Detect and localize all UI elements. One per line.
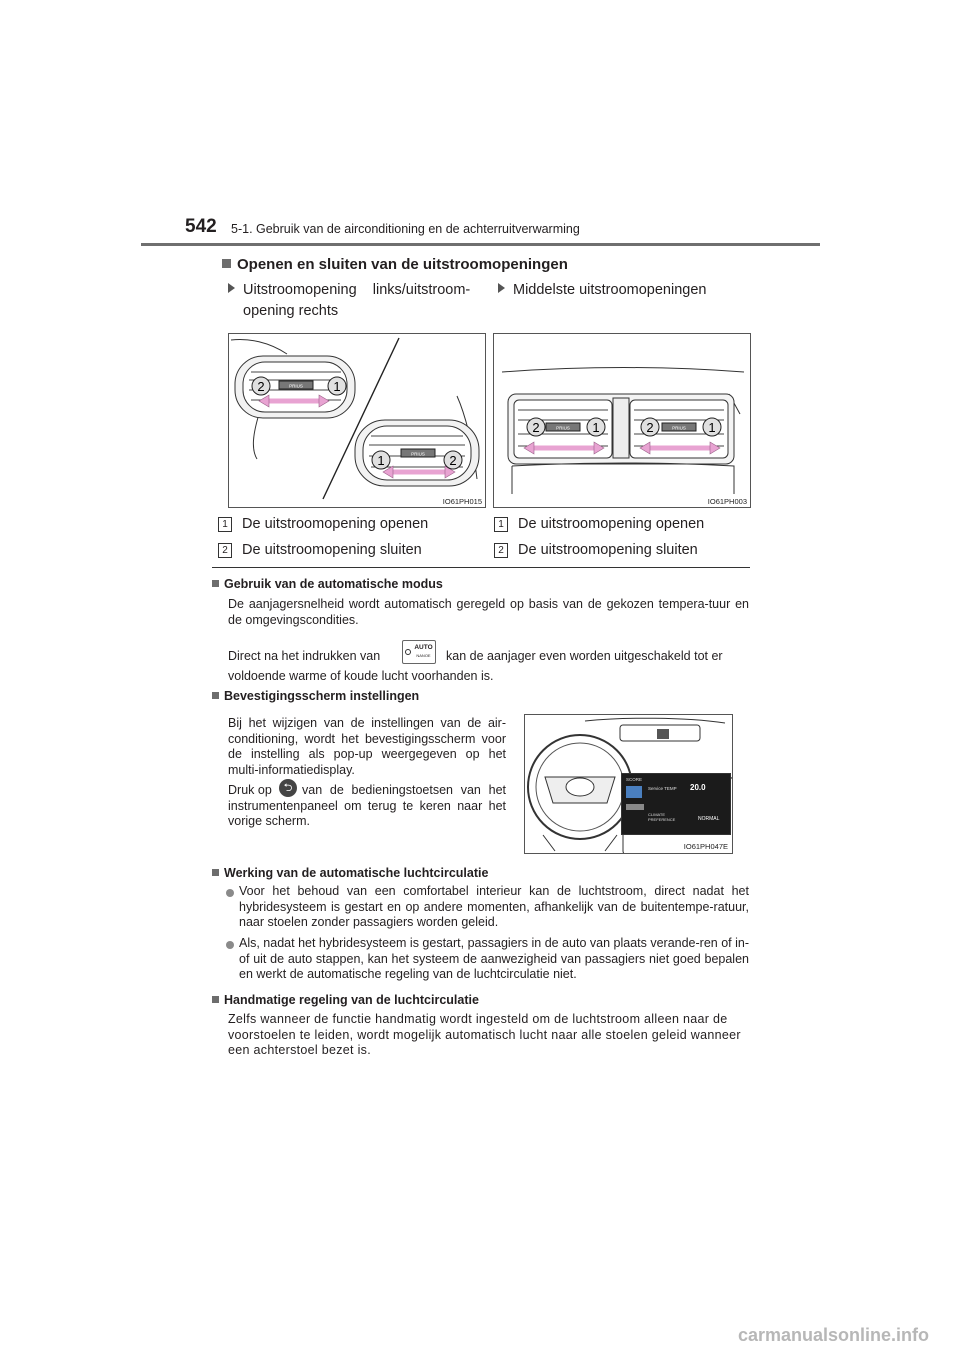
auto-paragraph-1: De aanjagersnelheid wordt automatisch geregeld op basis van de gekozen tempera-tuur en de omgevingscondities. — [228, 597, 749, 627]
recirc-bullet-2: Als, nadat het hybridesysteem is gestart, passagiers in de auto van plaats verande-ren of in- of uit de auto stappen, kan het systeem de aanwezigheid van passagiers niet goed bepalen en werkt de automatische regeling van de luchtcirculatie niet. — [239, 936, 750, 981]
subheading-auto — [212, 577, 443, 591]
center-vents-illustration — [494, 334, 750, 507]
triangle-arrow-icon — [498, 283, 505, 293]
page-number: 542 — [185, 216, 217, 237]
vent-brand-label: PRIUS — [556, 425, 570, 431]
legend-text: De uitstroomopening openen — [518, 516, 705, 532]
figure-code-dashboard: IO61PH047E — [683, 842, 728, 851]
figure-code-left: IO61PH015 — [442, 497, 482, 506]
left-heading-line1: Uitstroomopening links/uitstroom- — [243, 282, 471, 298]
legend-left-1 — [218, 516, 428, 532]
callout-1-upper: 1 — [333, 379, 341, 394]
figure-code-right: IO61PH003 — [707, 497, 747, 506]
recirc-bullet-1: Voor het behoud van een comfortabel interieur kan de luchtstroom, direct nadat het hybridesysteem is gestart en op andere momenten, afhankelijk van de buitentempe-ratuur, naar stoelen zonder passagiers worden geleid. — [239, 884, 749, 929]
callout-2-left: 2 — [532, 420, 540, 435]
figure-center-vents — [493, 333, 751, 508]
figure-side-vents — [228, 333, 486, 508]
legend-number: 2 — [218, 543, 232, 558]
legend-right-2 — [494, 542, 698, 558]
display-temp: 20.0 — [690, 783, 706, 792]
vent-brand-label: PRIUS — [672, 425, 686, 431]
header-rule — [141, 243, 820, 246]
auto-button-label: AUTO — [414, 644, 433, 651]
round-bullet-icon — [226, 941, 234, 949]
confirm-paragraph-2-before: Druk op — [228, 783, 272, 797]
subheading-recirc — [212, 866, 488, 880]
multi-information-display — [621, 773, 731, 835]
legend-text: De uitstroomopening sluiten — [242, 542, 422, 558]
left-column-heading — [228, 280, 488, 322]
auto-paragraph-2-before: Direct na het indrukken van — [228, 649, 381, 663]
square-bullet-icon — [212, 996, 219, 1003]
airflow-icon — [626, 786, 642, 798]
auto-paragraph-2-after: kan de aanjager even worden uitgeschakeld tot er — [446, 649, 723, 663]
right-column-heading — [498, 280, 758, 301]
callout-1-right: 1 — [708, 420, 716, 435]
triangle-arrow-icon — [228, 283, 235, 293]
vent-brand-label: PRIUS — [289, 383, 303, 389]
subheading-confirm — [212, 689, 419, 703]
watermark: carmanualsonline.info — [738, 1325, 930, 1345]
callout-1-lower: 1 — [377, 453, 385, 468]
section-title-vents — [222, 256, 568, 273]
subheading-auto-text: Gebruik van de automatische modus — [224, 577, 443, 591]
legend-number: 1 — [494, 517, 508, 532]
subheading-recirc-text: Werking van de automatische luchtcirculatie — [224, 866, 489, 880]
figure-dashboard — [524, 714, 733, 854]
confirm-paragraph-1: Bij het wijzigen van de instellingen van de air-conditioning, wordt het bevestigingsscherm voor de instelling als pop-up weergegeven op het multi-informatiedisplay. — [228, 716, 506, 777]
confirm-paragraph-2-after: van de bedieningstoetsen van het instrumentenpaneel om terug te keren naar het vorige scherm. — [228, 783, 506, 828]
manual-paragraph: Zelfs wanneer de functie handmatig wordt ingesteld om de luchtstroom alleen naar de voorstoelen te leiden, wordt mogelijk automatisch lucht naar alle stoelen geleid wanneer een achterstoel bezet is. — [228, 1012, 741, 1057]
legend-number: 2 — [494, 543, 508, 558]
display-climate-label: CLIMATE PREFERENCE — [648, 812, 676, 822]
right-heading-text: Middelste uitstroomopeningen — [513, 282, 707, 298]
auto-button-sublabel: NANOE — [416, 653, 431, 658]
round-bullet-icon — [226, 889, 234, 897]
square-bullet-icon — [212, 869, 219, 876]
callout-2-lower: 2 — [449, 453, 457, 468]
subheading-manual-text: Handmatige regeling van de luchtcirculatie — [224, 993, 479, 1007]
section-title-vents-text: Openen en sluiten van de uitstroomopeningen — [237, 256, 568, 273]
vent-brand-label: PRIUS — [411, 451, 425, 457]
legend-left-2 — [218, 542, 422, 558]
callout-2-upper: 2 — [257, 379, 265, 394]
auto-paragraph-2-line2: voldoende warme of koude lucht voorhanden is. — [228, 669, 494, 683]
square-bullet-icon — [212, 692, 219, 699]
running-title: 5-1. Gebruik van de airconditioning en de achterruitverwarming — [231, 222, 580, 236]
subheading-manual — [212, 993, 479, 1007]
fan-level-icon — [626, 804, 644, 810]
display-mode: NORMAL — [698, 816, 720, 822]
section-divider — [212, 567, 750, 568]
callout-2-right: 2 — [646, 420, 654, 435]
auto-button-icon — [402, 640, 436, 664]
legend-text: De uitstroomopening sluiten — [518, 542, 698, 558]
subheading-confirm-text: Bevestigingsscherm instellingen — [224, 689, 420, 703]
left-heading-line2: opening rechts — [243, 303, 339, 319]
legend-right-1 — [494, 516, 704, 532]
legend-number: 1 — [218, 517, 232, 532]
square-bullet-icon — [222, 259, 231, 268]
back-button-icon: ⮌ — [279, 779, 297, 797]
display-score-label: SCORE — [626, 777, 643, 782]
callout-1-left: 1 — [592, 420, 600, 435]
square-bullet-icon — [212, 580, 219, 587]
side-vents-illustration — [229, 334, 485, 507]
display-settemp-label: Service TEMP — [648, 786, 677, 791]
legend-text: De uitstroomopening openen — [242, 516, 429, 532]
